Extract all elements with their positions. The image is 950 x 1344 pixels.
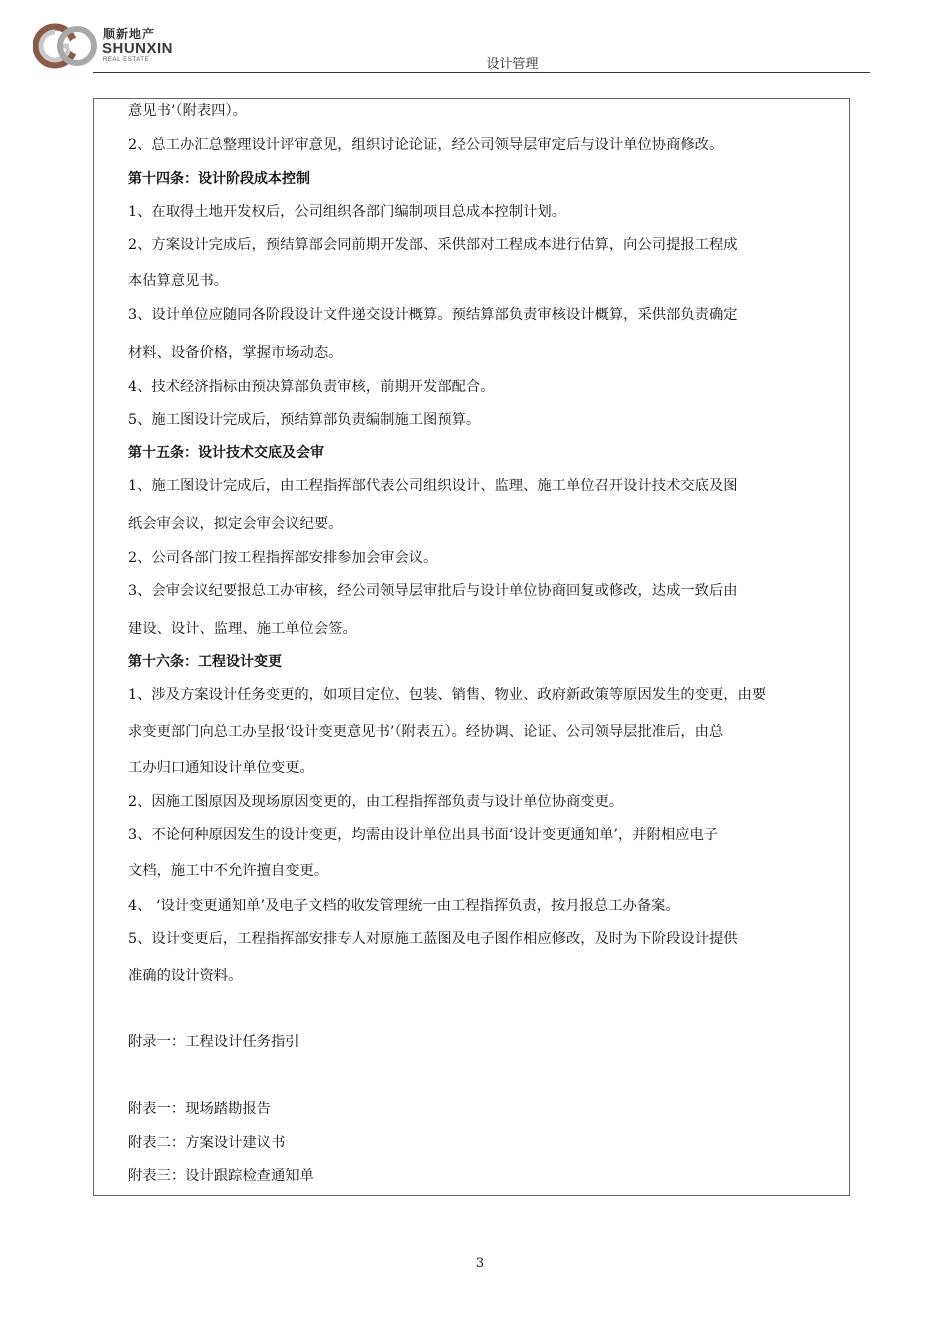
paragraph-line: 5、设计变更后，工程指挥部安排专人对原施工蓝图及电子图作相应修改，及时为下阶段设计提供	[128, 931, 738, 947]
section-heading: 第十五条：设计技术交底及会审	[128, 445, 324, 461]
paragraph-line: 建设、设计、监理、施工单位会签。	[128, 621, 357, 637]
paragraph-line: 1、涉及方案设计任务变更的，如项目定位、包装、销售、物业、政府新政策等原因发生的变更，由要	[128, 687, 767, 703]
paragraph-line: 工办归口通知设计单位变更。	[128, 760, 314, 776]
paragraph-line: 材料、设备价格，掌握市场动态。	[128, 345, 343, 361]
paragraph-line: 2、公司各部门按工程指挥部安排参加会审会议。	[128, 550, 438, 566]
paragraph-line: 1、施工图设计完成后，由工程指挥部代表公司组织设计、监理、施工单位召开设计技术交底及图	[128, 478, 738, 494]
paragraph-line: 附表二：方案设计建议书	[128, 1135, 286, 1151]
paragraph-line: 本估算意见书。	[128, 273, 229, 289]
paragraph-line: 意见书’（附表四）。	[128, 103, 247, 119]
paragraph-line: 准确的设计资料。	[128, 968, 243, 984]
paragraph-line: 5、施工图设计完成后，预结算部负责编制施工图预算。	[128, 412, 481, 428]
logo-english-name: SHUNXIN	[102, 40, 174, 57]
paragraph-line: 3、设计单位应随同各阶段设计文件递交设计概算。预结算部负责审核设计概算，采供部负责确定	[128, 307, 738, 323]
page-number: 3	[475, 1256, 485, 1271]
paragraph-line: 1、在取得土地开发权后，公司组织各部门编制项目总成本控制计划。	[128, 204, 566, 220]
paragraph-line: 2、因施工图原因及现场原因变更的，由工程指挥部负责与设计单位协商变更。	[128, 794, 624, 810]
page-header-title: 设计管理	[486, 57, 539, 72]
header-divider	[93, 72, 870, 73]
paragraph-line: 附表一：现场踏勘报告	[128, 1101, 271, 1117]
paragraph-line: 附录一：工程设计任务指引	[128, 1034, 300, 1050]
section-heading: 第十六条：工程设计变更	[128, 654, 282, 670]
paragraph-line: 2、方案设计完成后，预结算部会同前期开发部、采供部对工程成本进行估算，向公司提报工程成	[128, 237, 738, 253]
paragraph-line: 附表三：设计跟踪检查通知单	[128, 1168, 314, 1184]
logo-chinese-name: 顺新地产	[103, 27, 156, 41]
paragraph-line: 文档，施工中不允许擅自变更。	[128, 863, 329, 879]
paragraph-line: 3、不论何种原因发生的设计变更，均需由设计单位出具书面‘设计变更通知单’，并附相应电子	[128, 827, 719, 843]
section-heading: 第十四条：设计阶段成本控制	[128, 171, 310, 187]
paragraph-line: 纸会审会议，拟定会审会议纪要。	[128, 516, 343, 532]
paragraph-line: 4、技术经济指标由预决算部负责审核，前期开发部配合。	[128, 379, 495, 395]
paragraph-line: 2、总工办汇总整理设计评审意见，组织讨论论证，经公司领导层审定后与设计单位协商修改。	[128, 137, 724, 153]
logo-subtitle: REAL ESTATE	[103, 57, 150, 63]
document-content-box	[93, 98, 850, 1196]
paragraph-line: 4、 ‘设计变更通知单’及电子文档的收发管理统一由工程指挥负责，按月报总工办备案。	[128, 898, 680, 914]
paragraph-line: 求变更部门向总工办呈报‘设计变更意见书’（附表五）。经协调、论证、公司领导层批准后，由总	[128, 724, 724, 740]
paragraph-line: 3、会审会议纪要报总工办审核，经公司领导层审批后与设计单位协商回复或修改，达成一致后由	[128, 583, 738, 599]
